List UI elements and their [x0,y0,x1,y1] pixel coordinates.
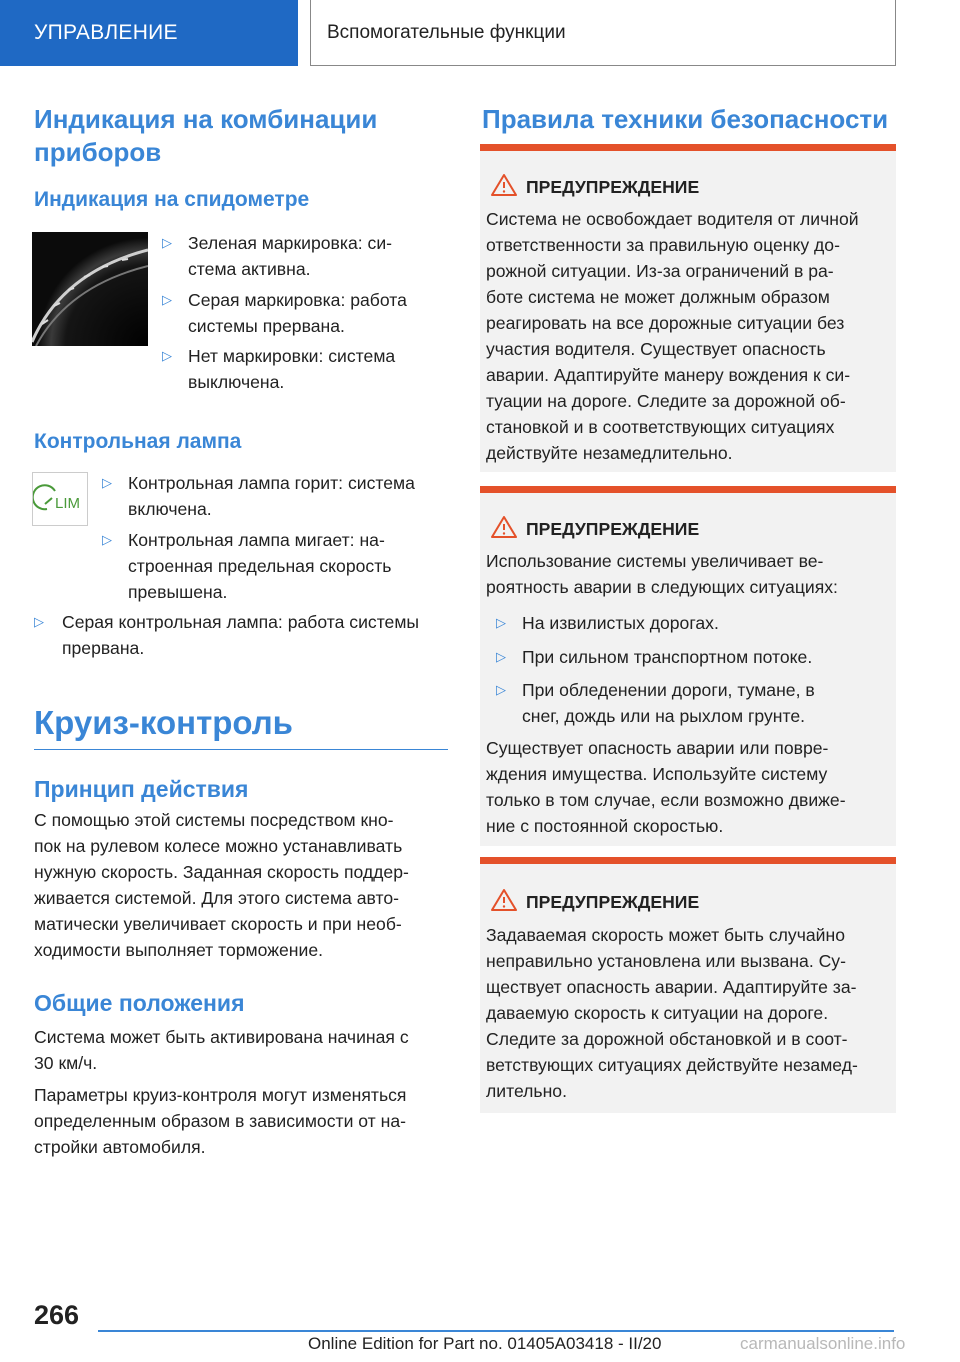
section-heading-line: приборов [34,137,162,167]
list-item [496,677,886,729]
footer-rule [98,1330,894,1332]
paragraph-line: ние с постоянной скоростью. [486,816,724,836]
list-item-text: включена. [128,499,212,519]
paragraph-line: ществует опасность аварии. Адаптируйте за- [486,977,857,997]
list-item-text: Контрольная лампа мигает: на- [128,530,385,550]
triangle-bullet-icon: ▷ [496,682,506,697]
speed-limiter-icon-label: LIM [55,495,81,512]
speed-limiter-icon [32,472,88,526]
chapter-tab [310,0,896,66]
list-item [34,609,452,661]
list-item [102,527,452,605]
warning-box [480,486,896,846]
paragraph-line: лительно. [486,1081,567,1101]
speedometer-image [32,232,148,346]
list-item-text: Серая маркировка: работа [188,290,407,310]
section-label: УПРАВЛЕНИЕ [34,21,178,44]
triangle-bullet-icon: ▷ [34,614,44,629]
triangle-bullet-icon: ▷ [162,348,172,363]
list-item-text: При обледенении дороги, тумане, в [522,680,815,700]
section-heading [34,103,377,169]
paragraph-line: Следите за дорожной обстановкой и в соот- [486,1029,848,1049]
paragraph-line: роятность аварии в следующих ситуациях: [486,577,838,597]
heading-rule [34,749,448,750]
paragraph-line: живается системой. Для этого система авто- [34,888,399,908]
list-item [496,610,886,636]
list-item [102,470,452,522]
paragraph-line: участия водителя. Существует опасность [486,339,826,359]
page-number: 266 [34,1300,80,1330]
warning-title: ПРЕДУПРЕЖДЕНИЕ [526,892,700,912]
triangle-bullet-icon: ▷ [102,532,112,547]
paragraph-line: боте система не может должным образом [486,287,830,307]
paragraph-line: Система не освобождает водителя от личной [486,209,859,229]
list-item-text: прервана. [62,638,145,658]
warning-intro [486,548,892,600]
safety-heading: Правила техники безопасности [482,104,889,134]
paragraph-line: становкой и в соответствующих ситуациях [486,417,835,437]
paragraph-line: определенным образом в зависимости от на- [34,1111,406,1131]
warning-title: ПРЕДУПРЕЖДЕНИЕ [526,519,700,539]
principle-heading: Принцип действия [34,776,249,802]
warning-outro [486,735,892,839]
general-paragraph-1 [34,1024,452,1076]
list-item [162,343,452,395]
general-heading: Общие положения [34,990,245,1016]
paragraph-line: реагировать на все дорожные ситуации без [486,313,845,333]
paragraph-line: только в том случае, если возможно движе- [486,790,846,810]
paragraph-line: матически увеличивает скорость и при необ- [34,914,402,934]
paragraph-line: аварии. Адаптируйте манеру вождения к си- [486,365,851,385]
lamp-heading: Контрольная лампа [34,430,242,453]
list-item [496,644,886,670]
triangle-bullet-icon: ▷ [162,235,172,250]
footer-edition: Online Edition for Part no. 01405A03418 - II/20 [308,1334,662,1353]
paragraph-line: Система может быть активирована начиная с [34,1027,409,1047]
paragraph-line: С помощью этой системы посредством кно- [34,810,394,830]
list-item-text: На извилистых дорогах. [522,613,719,633]
section-tab [0,0,298,66]
warning-text [486,922,892,1104]
list-item-text: выключена. [188,372,285,392]
list-item [162,230,452,282]
paragraph-line: ходимости выполняет торможение. [34,940,323,960]
warning-title: ПРЕДУПРЕЖДЕНИЕ [526,177,700,197]
footer-watermark[interactable]: carmanualsonline.info [740,1334,906,1353]
list-item-text: строенная предельная скорость [128,556,392,576]
chapter-heading: Круиз-контроль [34,704,293,741]
speedo-heading: Индикация на спидометре [34,188,310,211]
list-item-text: стема активна. [188,259,311,279]
list-item-text: превышена. [128,582,228,602]
list-item-text: При сильном транспортном потоке. [522,647,813,667]
list-item-text: Серая контрольная лампа: работа системы [62,612,420,632]
warning-triangle-icon [490,515,518,539]
warning-box [480,857,896,1113]
list-item [162,287,452,339]
warning-triangle-icon [490,888,518,912]
paragraph-line: неправильно установлена или вызвана. Су- [486,951,846,971]
paragraph-line: даваемую скорость к ситуации на дороге. [486,1003,829,1023]
paragraph-line: пок на рулевом колесе можно устанавливать [34,836,403,856]
list-item-text: снег, дождь или на рыхлом грунте. [522,706,805,726]
paragraph-line: Задаваемая скорость может быть случайно [486,925,846,945]
paragraph-line: Использование системы увеличивает ве- [486,551,824,571]
paragraph-line: Параметры круиз-контроля могут изменяться [34,1085,407,1105]
list-item-text: Контрольная лампа горит: система [128,473,415,493]
paragraph-line: Существует опасность аварии или повре- [486,738,829,758]
triangle-bullet-icon: ▷ [102,475,112,490]
warning-text [486,206,892,466]
paragraph-line: рожной ситуации. Из-за ограничений в ра- [486,261,834,281]
paragraph-line: нужную скорость. Заданная скорость поддер- [34,862,409,882]
warning-triangle-icon [490,173,518,197]
paragraph-line: туации на дороге. Следите за дорожной об- [486,391,846,411]
warning-box [480,144,896,472]
triangle-bullet-icon: ▷ [162,292,172,307]
paragraph-line: действуйте незамедлительно. [486,443,733,463]
paragraph-line: ветствующих ситуациях действуйте незамед- [486,1055,858,1075]
chapter-label: Вспомогательные функции [327,21,566,43]
list-item-text: Зеленая маркировка: си- [188,233,393,253]
section-heading-line: Индикация на комбинации [34,104,378,134]
paragraph-line: стройки автомобиля. [34,1137,206,1157]
general-paragraph-2 [34,1082,452,1160]
list-item-text: Нет маркировки: система [188,346,396,366]
triangle-bullet-icon: ▷ [496,615,506,630]
paragraph-line: ответственности за правильную оценку до- [486,235,840,255]
triangle-bullet-icon: ▷ [496,649,506,664]
paragraph-line: 30 км/ч. [34,1053,98,1073]
list-item-text: системы прервана. [188,316,345,336]
principle-paragraph [34,807,452,963]
paragraph-line: ждения имущества. Используйте систему [486,764,828,784]
